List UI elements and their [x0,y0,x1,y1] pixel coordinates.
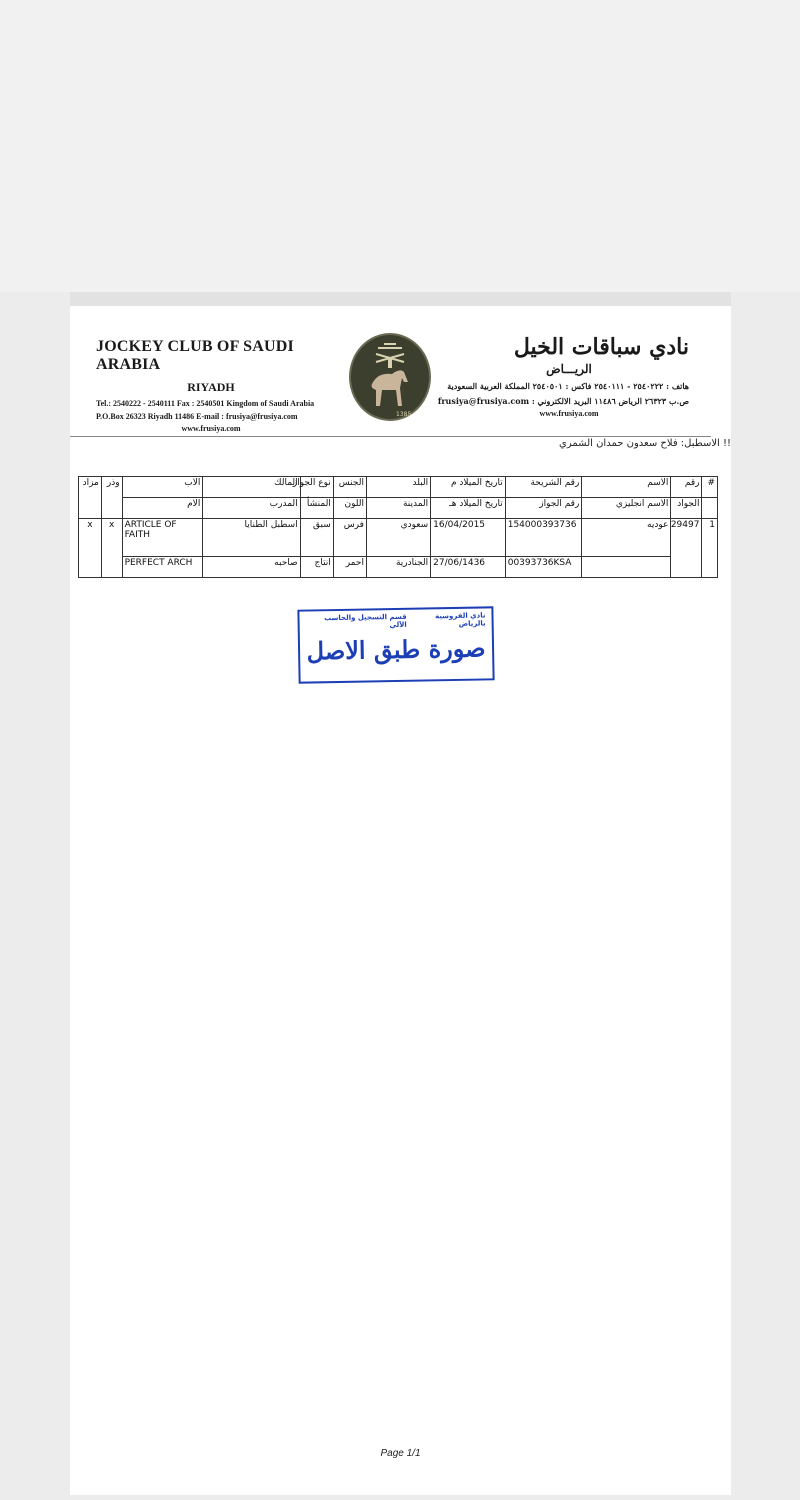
stamp-org: نادي الفروسية بالرياض [434,611,486,628]
header-cell: البلد [366,477,430,498]
blank-area [0,0,800,292]
letterhead-english [96,338,326,433]
header-cell: المدرب [203,498,300,519]
city: الجنادرية [366,557,430,578]
header-cell: المدينة [366,498,430,519]
header-cell: الاسم انجليزي [582,498,671,519]
header-cell [702,498,718,519]
header-cell: نوع الجواز [300,477,333,498]
header-cell: تاريخ الميلاد م [431,477,506,498]
header-cell: وذر [101,477,122,519]
contact-line-2-ar: ص.ب ٢٦٣٢٣ الرياض ١١٤٨٦ البريد الالكتروني : frusiya@frusiya.com [437,396,689,406]
document-page [70,292,731,1495]
trainer: صاحبه [203,557,300,578]
page-number: Page 1/1 [380,1448,421,1459]
letterhead-arabic [437,334,689,418]
club-name-en: JOCKEY CLUB OF SAUDI ARABIA [96,338,294,373]
horse-number: 29497 [671,519,702,578]
wz-mark: x [101,519,122,578]
letterhead [70,316,711,437]
header-cell: مزاد [79,477,102,519]
contact-line-2-en: P.O.Box 26323 Riyadh 11486 E-mail : frusiya@frusiya.com [96,412,298,421]
header-cell: تاريخ الميلاد هـ [431,498,506,519]
header-cell: رقم الشريحة [505,477,582,498]
table-header-row-1 [79,477,718,498]
horse-name-ar: عوديه [582,519,671,557]
stable-owner-line: !! الاسطبل: فلاح سعدون حمدان الشمري [559,438,731,449]
header-cell: رقم [671,477,702,498]
header-cell: اللون [333,498,366,519]
table-row [79,557,718,578]
birth-date-hijri: 27/06/1436 [431,557,506,578]
header-cell: الاسم [582,477,671,498]
stamp-header [299,608,491,630]
color: احمر [333,557,366,578]
horse-name-en [582,557,671,578]
owner: اسطبل الطنايا [203,519,300,557]
country: سعودي [366,519,430,557]
certified-copy-stamp [297,606,494,683]
contact-line-1-ar: هاتف : ٢٥٤٠٢٢٢ - ٢٥٤٠١١١ فاكس : ٢٥٤٠٥٠١ المملكة العربية السعودية [447,381,689,391]
passport-number: 00393736KSA [505,557,582,578]
header-cell: الاب [122,477,203,498]
city-en: RIYADH [187,380,235,394]
origin: انتاج [300,557,333,578]
sex: فرس [333,519,366,557]
header-cell: الام [122,498,203,519]
header-cell: المنشأ [300,498,333,519]
city-ar: الريـــاض [546,362,592,376]
horse-registration-table [78,476,718,578]
club-logo-icon [348,332,432,422]
table-header-row-2 [79,498,718,519]
dam: PERFECT ARCH [122,557,203,578]
header-cell: # [702,477,718,498]
birth-date: 16/04/2015 [431,519,506,557]
chip-number: 154000393736 [505,519,582,557]
logo-year: 1385 [396,411,412,418]
row-index: 1 [702,519,718,578]
stamp-dept: قسم التسجيل والحاسب الآلي [323,612,407,630]
club-name-ar: نادي سباقات الخيل [513,334,689,360]
header-cell: الجواد [671,498,702,519]
header-cell: رقم الجواز [505,498,582,519]
contact-line-1-en: Tel.: 2540222 - 2540111 Fax : 2540501 Kingdom of Saudi Arabia [96,399,315,408]
table-row [79,519,718,557]
passport-type: سبق [300,519,333,557]
auction-mark: x [79,519,102,578]
website-ar: www.frusiya.com [539,409,599,418]
header-cell: الجنس [333,477,366,498]
header-cell: المالك [203,477,300,498]
sire: ARTICLE OF FAITH [122,519,203,557]
website-en: www.frusiya.com [181,424,241,433]
stamp-text: صورة طبق الاصل [306,633,486,666]
